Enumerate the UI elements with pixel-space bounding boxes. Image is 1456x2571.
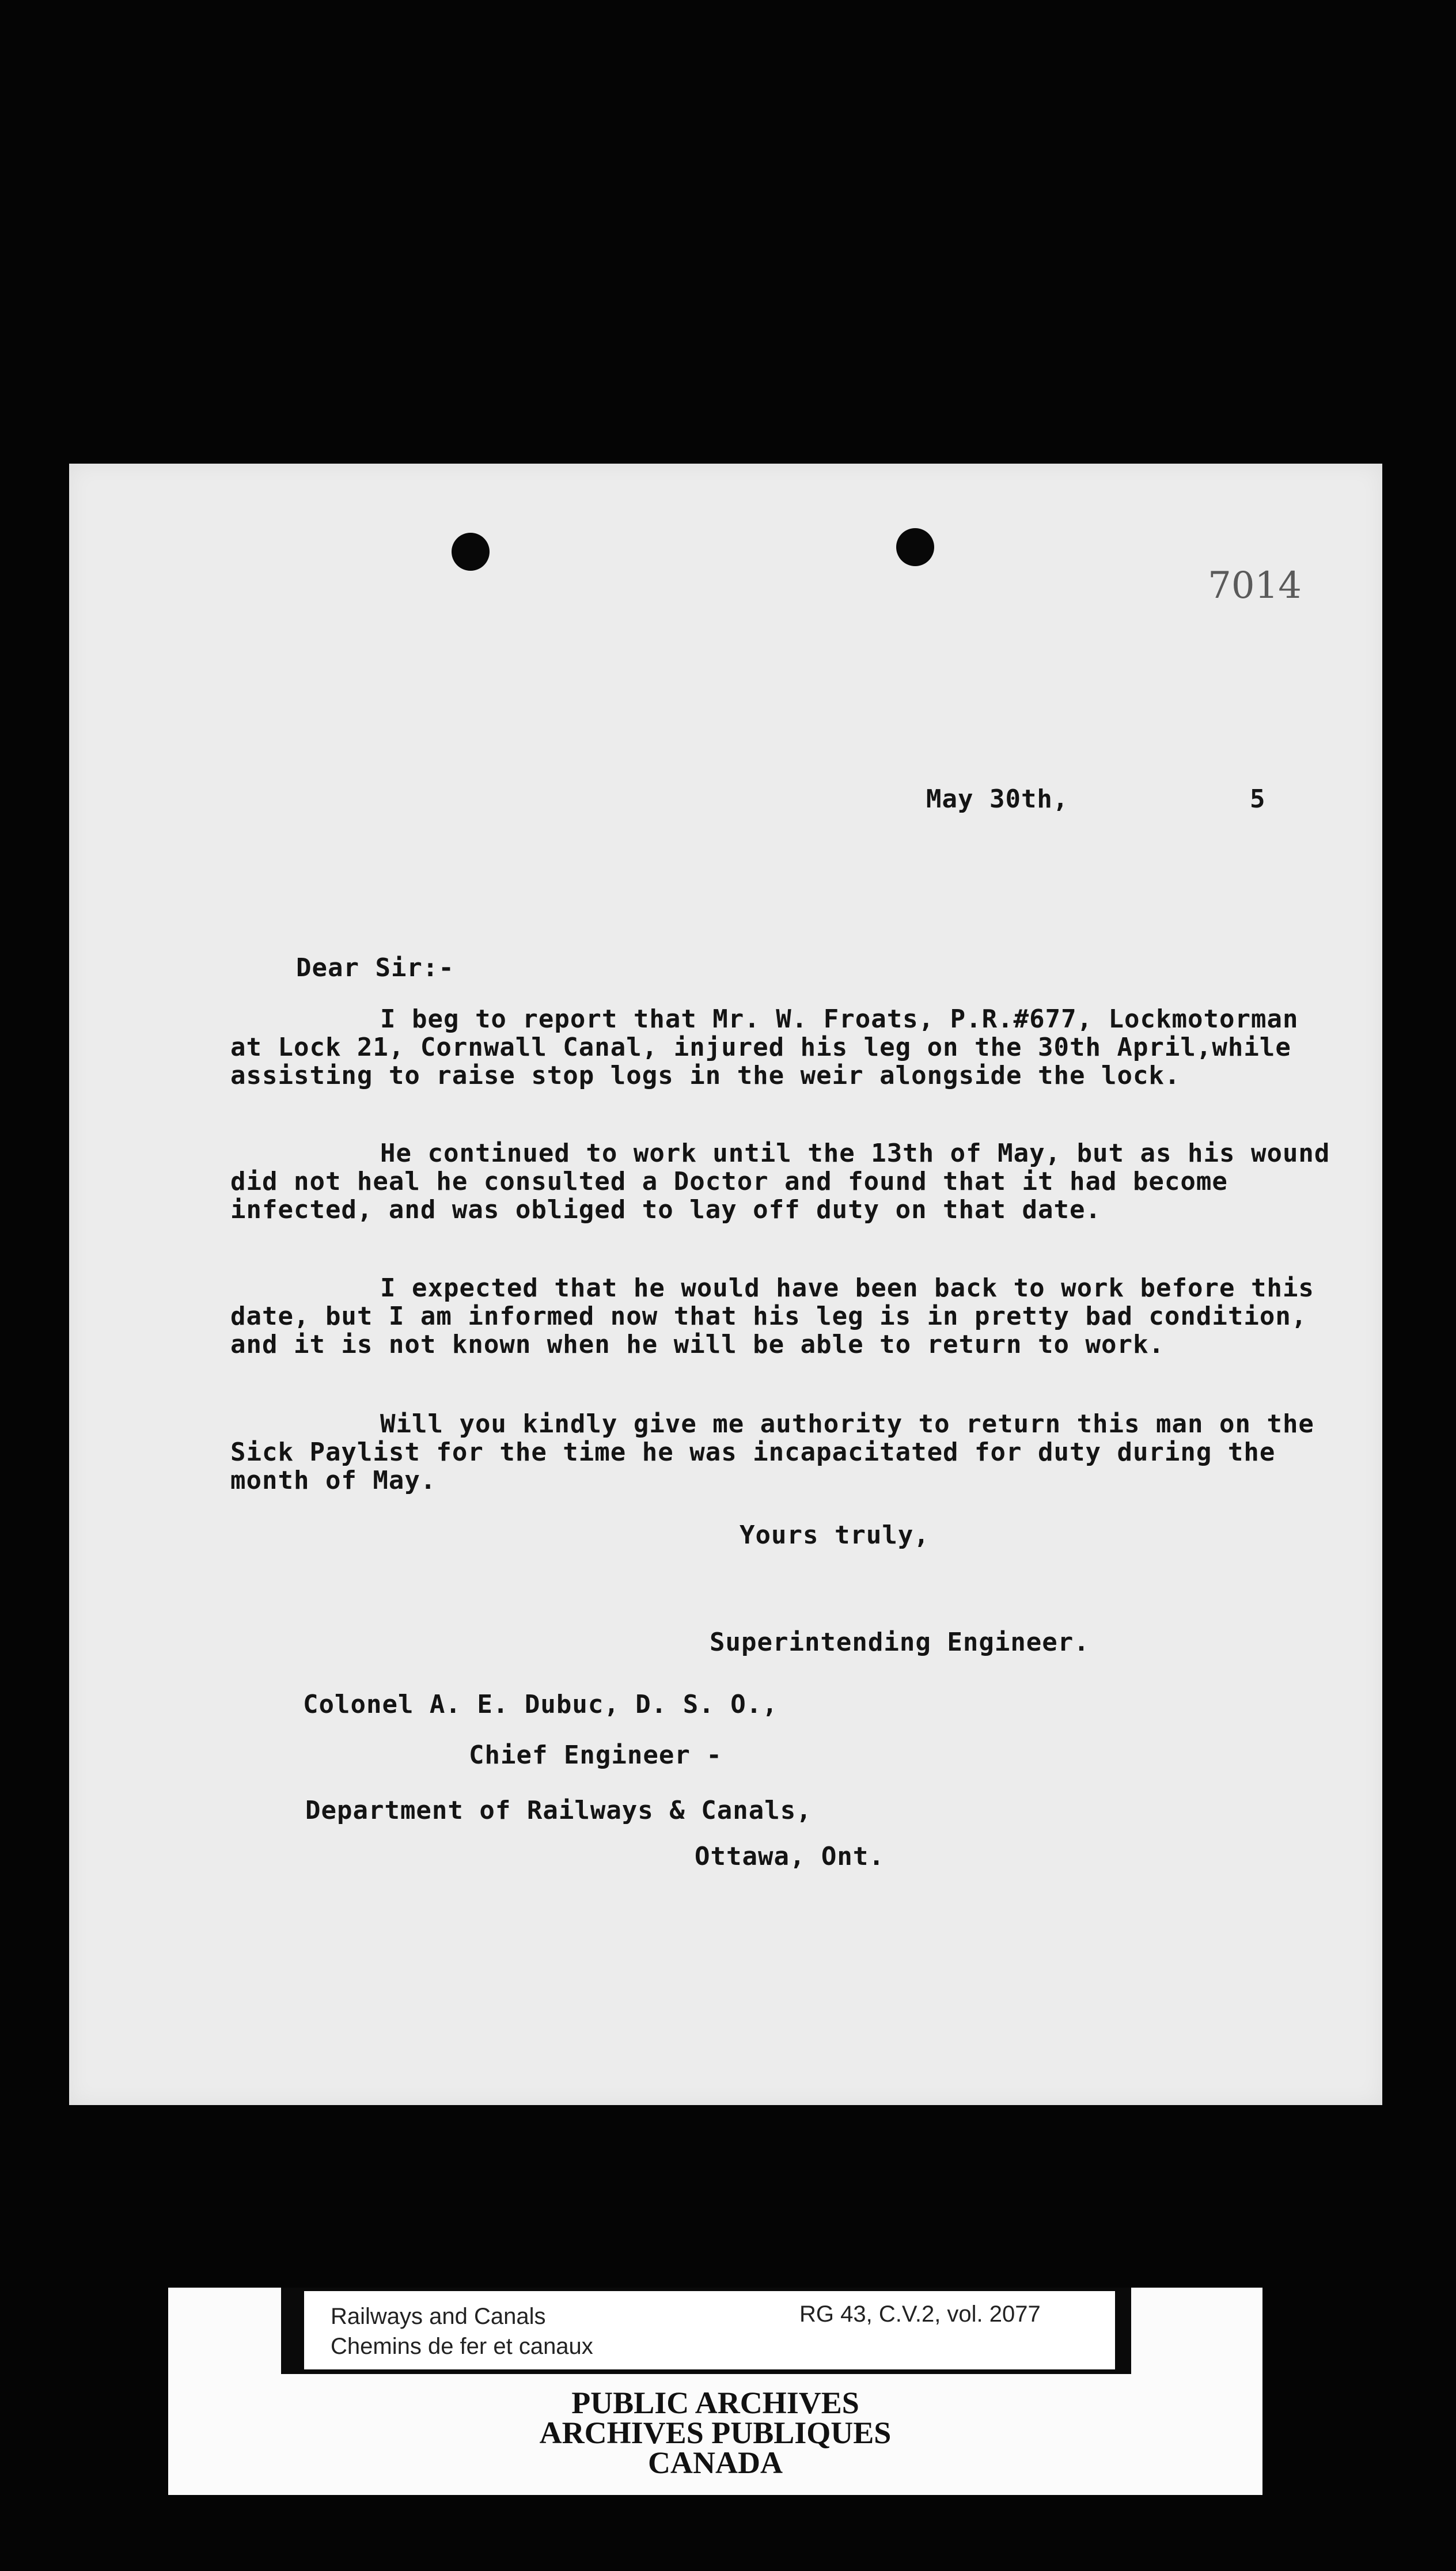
addressee-city: Ottawa, Ont. <box>695 1842 885 1871</box>
archive-reference-box <box>304 2291 1115 2369</box>
signature-title: Superintending Engineer. <box>710 1628 1090 1657</box>
letter-date: May 30th, <box>926 784 1069 814</box>
paragraph-2: He continued to work until the 13th of May, but as his wound did not heal he consulted a Doctor and found that it had become infected, and was obliged to lay off duty on that date. <box>230 1139 1330 1224</box>
punch-hole-left <box>452 533 490 571</box>
archive-reference: RG 43, C.V.2, vol. 2077 <box>799 2301 1041 2327</box>
punch-hole-right <box>896 528 934 566</box>
archive-country: CANADA <box>648 2445 783 2480</box>
closing: Yours truly, <box>740 1520 930 1550</box>
addressee-name: Colonel A. E. Dubuc, D. S. O., <box>303 1690 778 1719</box>
series-french: Chemins de fer et canaux <box>331 2334 593 2359</box>
salutation: Dear Sir:- <box>296 953 454 983</box>
archive-name-french: ARCHIVES PUBLIQUES <box>539 2415 892 2450</box>
paragraph-3: I expected that he would have been back to work before this date, but I am informed now that his leg is in pretty bad condition, and it is not known when he will be able to return to work. <box>230 1273 1314 1359</box>
paragraph-1: I beg to report that Mr. W. Froats, P.R.#677, Lockmotorman at Lock 21, Cornwall Canal, injured his leg on the 30th April,while assisting to raise stop logs in the weir alongside the lock. <box>230 1004 1299 1090</box>
page-number-stamp: 7014 <box>1208 564 1302 607</box>
addressee-title: Chief Engineer - <box>469 1740 722 1770</box>
letter-year-digit: 5 <box>1250 784 1266 814</box>
addressee-department: Department of Railways & Canals, <box>305 1796 812 1825</box>
archive-name-english: PUBLIC ARCHIVES <box>571 2386 859 2420</box>
series-english: Railways and Canals <box>331 2304 546 2329</box>
paragraph-4: Will you kindly give me authority to return this man on the Sick Paylist for the time he was incapacitated for duty during the month of May. <box>230 1409 1314 1495</box>
